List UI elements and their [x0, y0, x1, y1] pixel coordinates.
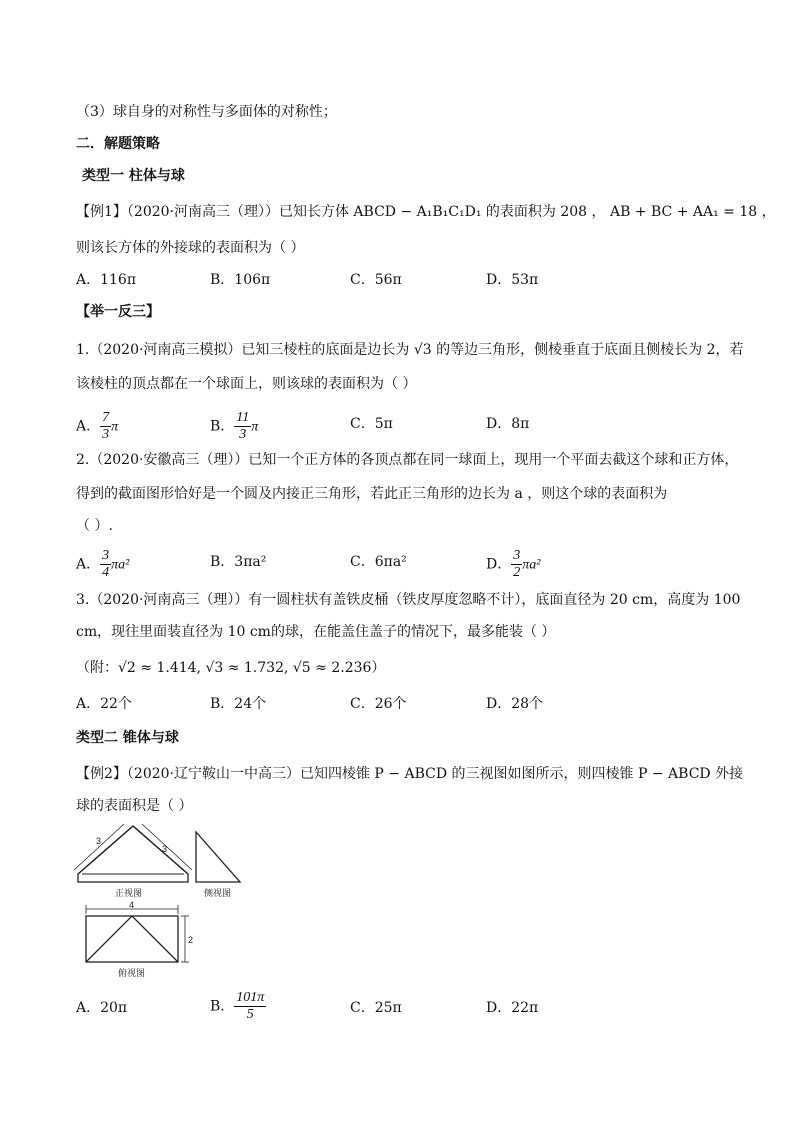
- option-a: A．20π: [76, 1000, 128, 1016]
- top-dim-height: 2: [188, 935, 194, 945]
- front-dim-left: 3: [96, 836, 102, 846]
- option-b: B．3πa²: [210, 554, 267, 570]
- top-view: [86, 905, 189, 962]
- option-a: A． $\frac{3}{4}$ πa²: [76, 548, 130, 580]
- side-view-label: 侧视图: [204, 888, 232, 898]
- option-c: C．6πa²: [350, 554, 407, 570]
- example-2-line-1: 【例2】（2020·辽宁鞍山一中高三）已知四棱锥 P − ABCD 的三视图如图所示，则四棱锥 P − ABCD 外接: [76, 766, 744, 782]
- option-b: B． $\frac{11}{3}$ π: [210, 410, 259, 442]
- option-c: C．56π: [350, 272, 402, 288]
- practice-heading: 【举一反三】: [76, 304, 160, 320]
- type-heading-2: 类型二 锥体与球: [76, 730, 179, 746]
- option-b: B．24个: [210, 696, 267, 712]
- three-view-figure: [72, 818, 272, 988]
- question-1-line-2: 该棱柱的顶点都在一个球面上，则该球的表面积为（ ）: [76, 376, 417, 392]
- option-b: B． $\frac{101\pi}{5}$: [210, 990, 265, 1022]
- option-d: D．28个: [486, 696, 544, 712]
- option-d: D． $\frac{3}{2}$ πa²: [486, 548, 541, 580]
- question-2-line-2: 得到的截面图形恰好是一个圆及内接正三角形，若此正三角形的边长为 a ，则这个球的表面积为: [76, 486, 668, 502]
- option-a: A． $\frac{7}{3}$ π: [76, 410, 119, 442]
- front-view: [74, 824, 192, 882]
- option-c: C．5π: [350, 416, 393, 432]
- line-symmetry: （3）球自身的对称性与多面体的对称性；: [76, 104, 337, 120]
- example-1-line-1: 【例1】（2020·河南高三（理））已知长方体 ABCD − A₁B₁C₁D₁ 的表面积为 208 ， AB + BC + AA₁ = 18 ，: [76, 204, 776, 220]
- question-2-line-3: （ ）.: [76, 518, 113, 534]
- option-c: C．25π: [350, 1000, 402, 1016]
- option-d: D．53π: [486, 272, 539, 288]
- option-c: C．26个: [350, 696, 407, 712]
- option-b: B．106π: [210, 272, 271, 288]
- option-a: A．116π: [76, 272, 137, 288]
- question-3-line-3: （附：√2 ≈ 1.414, √3 ≈ 1.732, √5 ≈ 2.236）: [76, 660, 386, 676]
- side-view: [196, 832, 240, 882]
- section-heading: 二．解题策略: [76, 136, 160, 152]
- example-2-line-2: 球的表面积是（ ）: [76, 798, 193, 814]
- front-dim-right: 3: [162, 844, 168, 854]
- question-3-line-2: cm，现往里面装直径为 10 cm的球，在能盖住盖子的情况下，最多能装（ ）: [76, 624, 556, 640]
- question-3-line-1: 3.（2020·河南高三（理））有一圆柱状有盖铁皮桶（铁皮厚度忽略不计），底面直径为 20 cm，高度为 100: [76, 592, 741, 608]
- top-view-label: 俯视图: [118, 968, 146, 978]
- question-1-line-1: 1.（2020·河南高三模拟）已知三棱柱的底面是边长为 √3 的等边三角形，侧棱垂直于底面且侧棱长为 2，若: [76, 342, 744, 358]
- question-2-line-1: 2.（2020·安徽高三（理））已知一个正方体的各顶点都在同一球面上，现用一个平面去截这个球和正方体，: [76, 452, 739, 468]
- top-dim-width: 4: [129, 900, 135, 910]
- option-a: A．22个: [76, 696, 132, 712]
- option-d: D．8π: [486, 416, 530, 432]
- example-1-line-2: 则该长方体的外接球的表面积为（ ）: [76, 240, 305, 256]
- type-heading-1: 类型一 柱体与球: [82, 168, 185, 184]
- front-view-label: 正视图: [115, 888, 143, 898]
- option-d: D．22π: [486, 1000, 539, 1016]
